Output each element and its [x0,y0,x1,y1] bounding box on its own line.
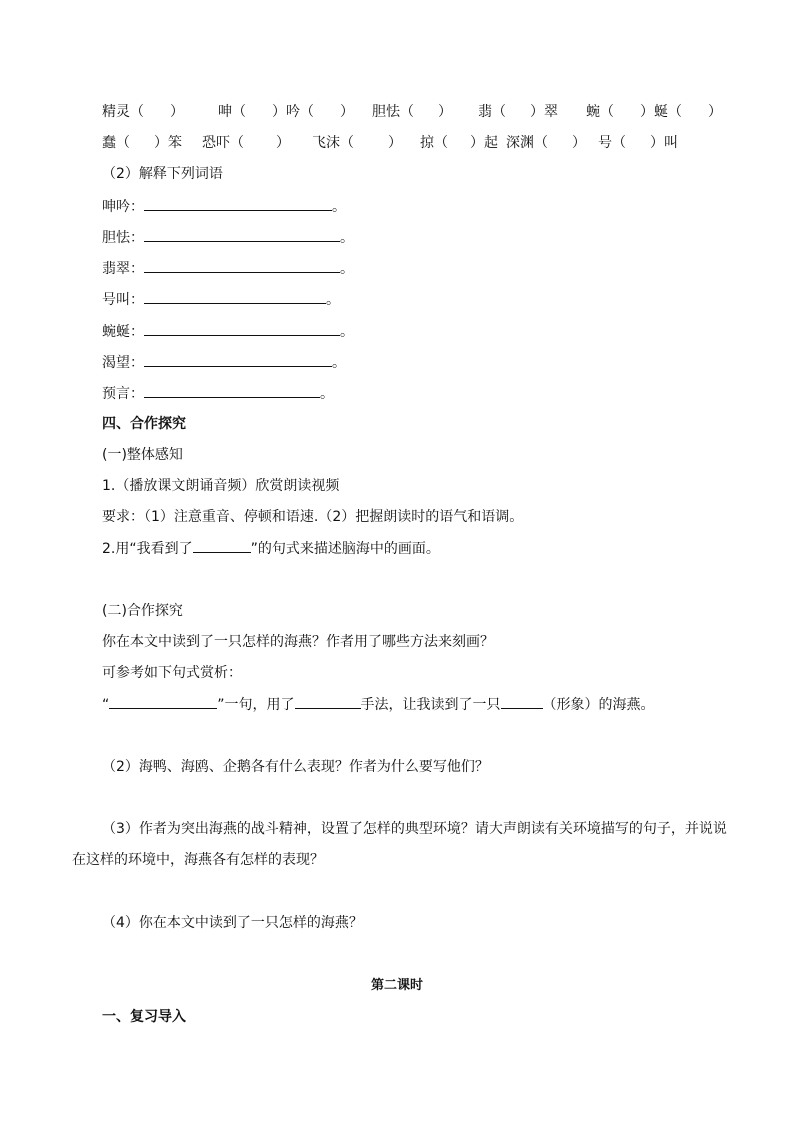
word-jiao: ）叫 [650,135,678,151]
section-heading: 一、复习导入 [102,1009,186,1025]
word-wan: 蜿（ [586,104,614,120]
paren-close: ） [438,104,452,120]
section-heading: 四、合作探究 [102,416,186,432]
word-konghe: 恐吓（ [202,135,244,151]
paren-close: ） [276,135,290,151]
vocab-word: 渴望： [102,355,144,371]
answer-blank[interactable] [109,694,217,709]
period: 。 [340,230,354,246]
item-2-text: 2.用“我看到了 [102,541,193,557]
vocab-line [102,227,354,248]
word-qi: ）起 [470,135,498,151]
word-chun: 蠢（ [102,135,130,151]
vocab-word: 胆怯： [102,230,144,246]
answer-blank[interactable] [144,196,332,211]
word-shenyuan: 深渊（ [506,135,548,151]
word-yan: ）蜒（ [640,104,682,120]
sentence-template [102,694,655,715]
period: 。 [326,292,340,308]
question-3-line-1: （3）作者为突出海燕的战斗精神，设置了怎样的典型环境？请大声朗读有关环境描写的句子，并说说 [102,821,727,837]
paren-close: ） [388,135,402,151]
template-text: 手法，让我读到了一只 [360,697,501,713]
word-ben: ）笨 [154,135,182,151]
vocab-line [102,258,354,279]
period: 。 [320,386,334,402]
question-2: （2）海鸭、海鸥、企鹅各有什么表现？作者为什么要写他们？ [102,759,489,775]
reference-hint: 可参考如下句式赏析： [102,665,242,681]
vocab-line [102,196,346,217]
vocab-word: 蜿蜒： [102,324,144,340]
question-3-line-2: 在这样的环境中，海燕各有怎样的表现？ [72,852,324,868]
word-danqie: 胆怯（ [372,104,414,120]
requirements: 要求：（1）注意重音、停顿和语速.（2）把握朗读时的语气和语调。 [102,509,524,525]
item-2 [102,538,440,559]
item-2-text: ”的句式来描述脑海中的画面。 [250,541,440,557]
word-feimo: 飞沫（ [312,135,354,151]
lesson-title: 第二课时 [370,978,423,993]
pinyin-row-2 [102,133,678,153]
period: 。 [332,199,346,215]
question-intro: 你在本文中读到了一只怎样的海燕？作者用了哪些方法来刻画？ [102,634,494,650]
template-text: ”一句，用了 [217,697,295,713]
answer-blank[interactable] [144,352,332,367]
answer-blank[interactable] [501,694,543,709]
period: 。 [332,355,346,371]
quote-open: “ [102,697,110,713]
answer-blank[interactable] [193,538,251,553]
answer-blank[interactable] [144,258,340,273]
word-shen: 呻（ [218,104,246,120]
vocab-word: 翡翠： [102,261,144,277]
answer-blank[interactable] [144,289,326,304]
vocab-word: 号叫： [102,292,144,308]
paren-close: ） [572,135,586,151]
paren-close: ） [340,104,354,120]
period: 。 [340,261,354,277]
vocab-line [102,352,346,373]
answer-blank[interactable] [144,383,320,398]
vocab-word: 预言： [102,386,144,402]
word-lue: 掠（ [420,135,448,151]
template-text: （形象）的海燕。 [542,697,655,713]
word-fei: 翡（ [478,104,506,120]
vocab-line [102,321,354,342]
vocab-word: 呻吟： [102,199,144,215]
vocab-line [102,289,340,310]
answer-blank[interactable] [144,321,340,336]
q2-title: （2）解释下列词语 [102,166,223,182]
period: 。 [340,324,354,340]
vocab-line [102,383,334,404]
word-jingling: 精灵（ [102,104,144,120]
word-hao: 号（ [598,135,626,151]
paren-close: ） [170,104,184,120]
word-cui: ）翠 [530,104,558,120]
answer-blank[interactable] [295,694,361,709]
item-1: 1.（播放课文朗诵音频）欣赏朗读视频 [102,478,340,494]
subsection-heading: (一)整体感知 [102,447,183,463]
question-4: （4）你在本文中读到了一只怎样的海燕？ [102,915,363,931]
pinyin-row-1 [102,102,722,122]
answer-blank[interactable] [144,227,340,242]
paren-close: ） [708,104,722,120]
word-yin: ）吟（ [272,104,314,120]
subsection-heading: (二)合作探究 [102,603,183,619]
